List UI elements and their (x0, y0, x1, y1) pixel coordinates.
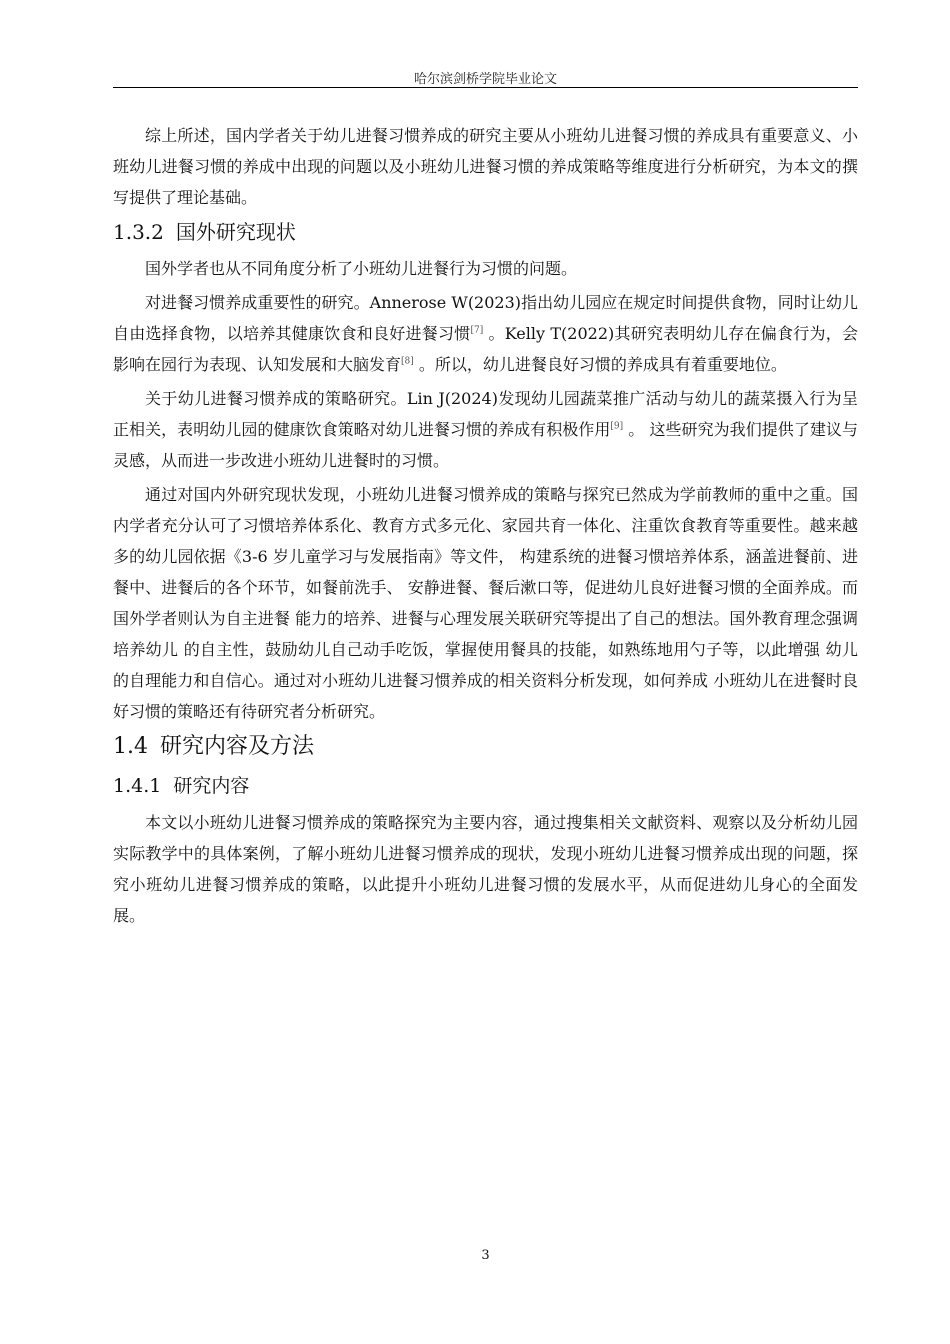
section-title: 研究内容及方法 (160, 734, 315, 759)
content-paragraph: 本文以小班幼儿进餐习惯养成的策略探究为主要内容，通过搜集相关文献资料、观察以及分析幼儿园实际教学中的具体案例，了解小班幼儿进餐习惯养成的现状，发现小班幼儿进餐习惯养成出现的问题，探究小班幼儿进餐习惯养成的策略，以此提升小班幼儿进餐习惯的发展水平，从而促进幼儿身心的全面发展。 (113, 813, 858, 925)
paragraph-text: 关于幼儿进餐习惯养成的策略研究。Lin J(2024)发现幼儿园蔬菜推广活动与幼儿的蔬菜摄入行为呈正相关，表明幼儿园的健康饮食策略对幼儿进餐习惯的养成有积极作用 (113, 389, 858, 439)
paragraph-text: 。所以，幼儿进餐良好习惯的养成具有着重要地位。 (413, 355, 787, 374)
section-number: 1.3.2 (113, 220, 164, 244)
review-paragraph: 通过对国内外研究现状发现，小班幼儿进餐习惯养成的策略与探究已然成为学前教师的重中之重。国内学者充分认可了习惯培养体系化、教育方式多元化、家园共育一体化、注重饮食教育等重要性。越来越多的幼儿园依据《3-6 岁儿童学习与发展指南》等文件， 构建系统的进餐习惯培养体系，涵盖进餐前、进餐中、进餐后的各个环节，如餐前洗手、 安静进餐、餐后漱口等，促进幼儿良好进餐习惯的全面养成。而国外学者则认为自主进餐 能力的培养、进餐与心理发展关联研究等提出了自己的想法。国外教育理念强调培养幼儿 的自主性，鼓励幼儿自己动手吃饭，掌握使用餐具的技能，如熟练地用勺子等，以此增强 幼儿的自理能力和自信心。通过对小班幼儿进餐习惯养成的相关资料分析发现，如何养成 小班幼儿在进餐时良好习惯的策略还有待研究者分析研究。 (113, 485, 858, 721)
summary-paragraph: 综上所述，国内学者关于幼儿进餐习惯养成的研究主要从小班幼儿进餐习惯的养成具有重要意义、小班幼儿进餐习惯的养成中出现的问题以及小班幼儿进餐习惯的养成策略等维度进行分析研究，为本文的撰写提供了理论基础。 (113, 126, 858, 207)
section-heading-1-4-1 (113, 771, 858, 801)
running-header: 哈尔滨剑桥学院毕业论文 (413, 72, 557, 87)
paragraph-text: 对进餐习惯养成重要性的研究。Annerose W(2023)指出幼儿园应在规定时间提供食物，同时让幼儿自由选择食物，以培养其健康饮食和良好进餐习惯 (113, 293, 858, 343)
strategy-paragraph (113, 383, 858, 476)
section-title: 国外研究现状 (175, 220, 296, 244)
section-title: 研究内容 (173, 775, 250, 797)
section-number: 1.4 (113, 734, 148, 759)
section-number: 1.4.1 (113, 775, 162, 797)
section-heading-1-4 (113, 731, 858, 763)
citation-9[interactable]: [9] (610, 421, 624, 432)
page-number: 3 (481, 1248, 490, 1263)
page-body (113, 120, 858, 934)
importance-paragraph (113, 287, 858, 380)
citation-7[interactable]: [7] (470, 325, 484, 336)
citation-8[interactable]: [8] (401, 356, 414, 367)
paragraph-text: 。 这些研究为我们提供了建议与灵感，从而进一步改进小班幼儿进餐时的习惯。 (113, 420, 858, 470)
section-heading-1-3-2 (113, 217, 858, 247)
header-divider (113, 87, 858, 88)
foreign-intro-paragraph: 国外学者也从不同角度分析了小班幼儿进餐行为习惯的问题。 (145, 259, 578, 278)
paragraph-text: 。Kelly T(2022)其研究表明幼儿存在偏食行为，会影响在园行为表现、认知发展和大脑发育 (113, 324, 858, 374)
